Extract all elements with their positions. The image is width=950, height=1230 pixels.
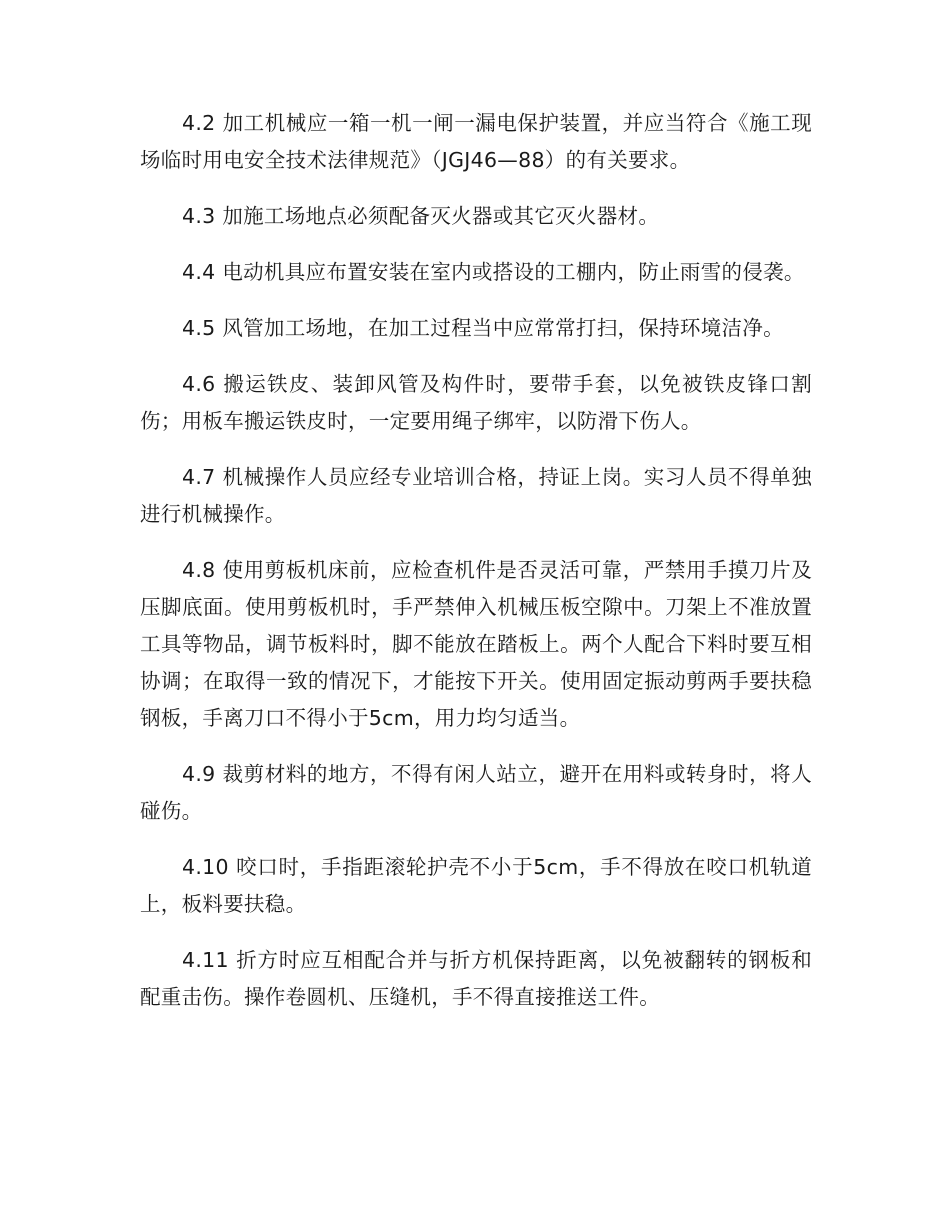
document-body: [140, 105, 812, 1035]
paragraph-4-3: 4.3 加施工场地点必须配备灭火器或其它灭火器材。: [182, 204, 660, 228]
paragraph-4-9: 4.9 裁剪材料的地方，不得有闲人站立，避开在用料或转身时，将人碰伤。: [140, 762, 812, 823]
paragraph-4-6: 4.6 搬运铁皮、装卸风管及构件时，要带手套，以免被铁皮锋口割伤；用板车搬运铁皮时，一定要用绳子绑牢，以防滑下伤人。: [140, 372, 812, 433]
paragraph-4-7: 4.7 机械操作人员应经专业培训合格，持证上岗。实习人员不得单独进行机械操作。: [140, 465, 812, 526]
paragraph-4-2: 4.2 加工机械应一箱一机一闸一漏电保护装置，并应当符合《施工现场临时用电安全技术法律规范》（JGJ46—88）的有关要求。: [140, 111, 812, 172]
paragraph-4-5: 4.5 风管加工场地，在加工过程当中应常常打扫，保持环境洁净。: [182, 316, 784, 340]
paragraph-4-10: 4.10 咬口时，手指距滚轮护壳不小于5cm，手不得放在咬口机轨道上，板料要扶稳。: [140, 855, 812, 916]
paragraph-4-4: 4.4 电动机具应布置安装在室内或搭设的工棚内，防止雨雪的侵袭。: [182, 260, 805, 284]
paragraph-4-8: 4.8 使用剪板机床前，应检查机件是否灵活可靠，严禁用手摸刀片及压脚底面。使用剪板机时，手严禁伸入机械压板空隙中。刀架上不准放置工具等物品，调节板料时，脚不能放在踏板上。两个人配合下料时要互相协调；在取得一致的情况下，才能按下开关。使用固定振动剪两手要扶稳钢板，手离刀口不得小于5cm，用力均匀适当。: [140, 558, 812, 730]
paragraph-4-11: 4.11 折方时应互相配合并与折方机保持距离，以免被翻转的钢板和配重击伤。操作卷圆机、压缝机，手不得直接推送工件。: [140, 948, 812, 1009]
